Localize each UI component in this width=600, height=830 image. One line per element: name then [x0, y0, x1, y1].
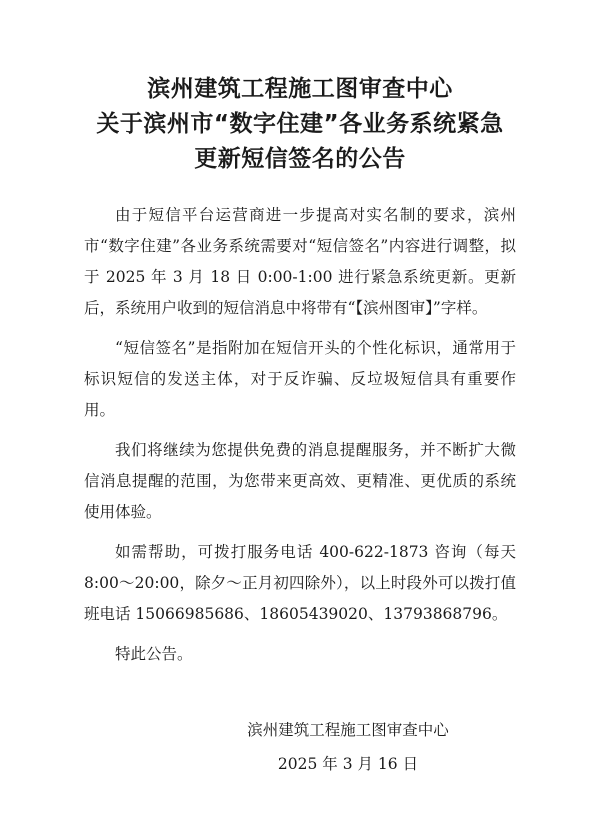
title-line-2: 关于滨州市“数字住建”各业务系统紧急 [96, 111, 504, 137]
paragraph-5: 特此公告。 [115, 645, 193, 663]
paragraph-3: 我们将继续为您提供免费的消息提醒服务，并不断扩大微信消息提醒的范围，为您带来更高效、更精准、更优质的系统使用体验。 [84, 441, 516, 521]
signature-organization: 滨州建筑工程施工图审查中心 [247, 721, 449, 739]
announcement-body [84, 200, 516, 679]
paragraph-4: 如需帮助，可拨打服务电话 400-622-1873 咨询（每天 8:00～20:00，除夕～正月初四除外），以上时段外可以拨打值班电话 15066985686、18605439020、13793868796。 [84, 543, 516, 623]
signature-date: 2025 年 3 月 16 日 [277, 755, 419, 773]
title-line-3: 更新短信签名的公告 [194, 146, 406, 172]
paragraph-1: 由于短信平台运营商进一步提高对实名制的要求，滨州市“数字住建”各业务系统需要对“短信签名”内容进行调整，拟于 2025 年 3 月 18 日 0:00-1:00 进行紧急系统更新。更新后，系统用户收到的短信消息中将带有“【滨州图审】”字样。 [84, 206, 516, 317]
title-line-1: 滨州建筑工程施工图审查中心 [147, 76, 453, 102]
paragraph-2: “短信签名”是指附加在短信开头的个性化标识，通常用于标识短信的发送主体，对于反诈骗、反垃圾短信具有重要作用。 [84, 339, 516, 419]
